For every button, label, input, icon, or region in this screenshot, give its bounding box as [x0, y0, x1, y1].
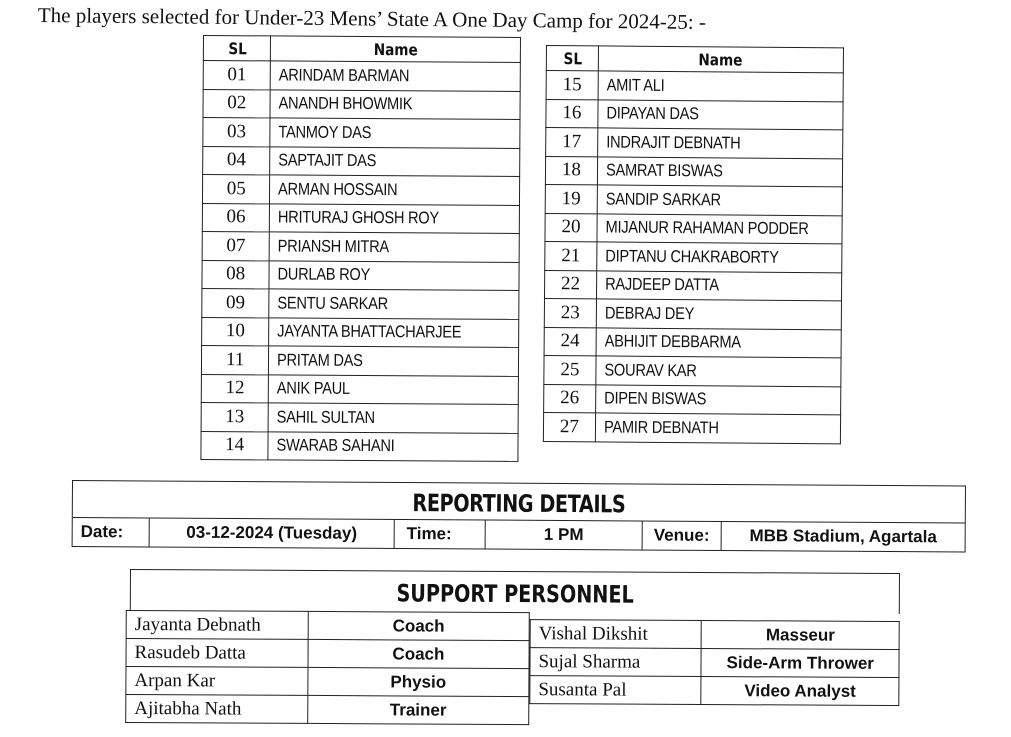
- player-name: ABHIJIT DEBBARMA: [604, 331, 741, 352]
- player-sl: 08: [202, 260, 270, 289]
- player-sl: 13: [201, 402, 269, 431]
- player-name-cell: [271, 61, 521, 91]
- player-name-cell: [595, 384, 840, 414]
- player-name: DURLAB ROY: [277, 264, 371, 285]
- table-header-row: [203, 36, 520, 63]
- table-row: [545, 213, 842, 244]
- player-sl: 25: [544, 355, 596, 384]
- table-row: [544, 384, 841, 415]
- player-name-cell: [596, 270, 841, 300]
- table-row: [201, 345, 518, 375]
- player-sl: 02: [203, 89, 271, 118]
- personnel-name: Vishal Dikshit: [530, 620, 702, 649]
- player-name: SOURAV KAR: [604, 360, 697, 380]
- player-sl: 16: [546, 99, 598, 128]
- page-title: The players selected for Under-23 Mens’ State A One Day Camp for 2024-25: -: [37, 3, 707, 34]
- player-name: AMIT ALI: [606, 75, 665, 95]
- player-name-cell: [596, 299, 841, 329]
- player-sl: 09: [202, 288, 270, 317]
- personnel-role: Side-Arm Thrower: [701, 648, 899, 677]
- player-sl: 17: [546, 128, 598, 157]
- table-row: [530, 676, 899, 706]
- table-row: [545, 270, 842, 301]
- player-name-cell: [270, 175, 520, 205]
- player-name: INDRAJIT DEBNATH: [606, 132, 741, 153]
- player-name-cell: [597, 185, 842, 215]
- table-row: [201, 374, 518, 404]
- player-name: ARMAN HOSSAIN: [278, 179, 398, 199]
- player-sl: 04: [203, 146, 271, 175]
- personnel-name: Ajitabha Nath: [126, 694, 308, 723]
- personnel-role: Physio: [308, 667, 529, 696]
- support-table-left: [125, 610, 530, 725]
- table-row: [201, 431, 518, 461]
- player-name-cell: [597, 242, 842, 272]
- date-label: Date:: [73, 518, 150, 546]
- personnel-name: Sujal Sharma: [530, 648, 702, 677]
- table-row: [203, 118, 520, 148]
- player-sl: 18: [545, 156, 597, 185]
- venue-value: MBB Stadium, Agartala: [749, 526, 937, 547]
- player-sl: 11: [201, 345, 269, 374]
- player-name: JAYANTA BHATTACHARJEE: [277, 321, 462, 342]
- player-name-cell: [597, 156, 842, 186]
- support-personnel-box: [130, 569, 900, 720]
- personnel-role: Coach: [308, 611, 529, 640]
- player-name-cell: [269, 260, 519, 290]
- player-name-cell: [270, 89, 520, 119]
- player-name: RAJDEEP DATTA: [604, 274, 719, 295]
- player-name: HRITURAJ GHOSH ROY: [278, 207, 440, 228]
- player-name: ANANDH BHOWMIK: [278, 93, 413, 114]
- player-sl: 24: [544, 327, 596, 356]
- player-name: SENTU SARKAR: [277, 293, 389, 313]
- table-row: [202, 203, 519, 233]
- personnel-name: Arpan Kar: [126, 666, 308, 695]
- player-name: DIPAYAN DAS: [606, 103, 699, 124]
- player-sl: 01: [203, 61, 271, 90]
- player-name: SWARAB SAHANI: [276, 435, 395, 456]
- player-sl: 10: [202, 317, 270, 346]
- table-row: [202, 288, 519, 318]
- player-name: PRIANSH MITRA: [278, 236, 390, 256]
- player-name: DIPEN BISWAS: [604, 388, 707, 409]
- table-row: [126, 610, 529, 640]
- reporting-heading: REPORTING DETAILS: [73, 481, 965, 523]
- player-name-cell: [268, 431, 518, 461]
- table-row: [201, 402, 518, 432]
- player-sl: 14: [201, 431, 269, 460]
- player-name-cell: [596, 327, 841, 357]
- player-sl: 07: [202, 231, 270, 260]
- player-name-cell: [269, 346, 519, 376]
- personnel-role: Coach: [308, 639, 529, 668]
- table-row: [202, 231, 519, 261]
- table-row: [545, 156, 842, 187]
- table-header-row: [546, 46, 843, 73]
- player-name-cell: [268, 403, 518, 433]
- player-name: SAHIL SULTAN: [276, 407, 376, 427]
- player-name-cell: [269, 317, 519, 347]
- personnel-name: Susanta Pal: [530, 676, 702, 705]
- player-name: ARINDAM BARMAN: [279, 65, 410, 86]
- player-sl: 20: [545, 213, 597, 242]
- player-name-cell: [597, 213, 842, 243]
- player-sl: 26: [544, 384, 596, 413]
- personnel-role: Masseur: [702, 620, 900, 649]
- player-sl: 03: [203, 118, 271, 147]
- player-name: SAMRAT BISWAS: [605, 160, 723, 181]
- table-row: [544, 355, 841, 386]
- player-name: SAPTAJIT DAS: [278, 150, 377, 171]
- support-table-right: [529, 619, 899, 706]
- sl-header: SL: [208, 36, 265, 61]
- table-row: [543, 412, 840, 443]
- name-header: Name: [617, 46, 826, 73]
- player-name: TANMOY DAS: [278, 122, 372, 142]
- table-row: [545, 241, 842, 272]
- player-sl: 12: [201, 374, 269, 403]
- player-sl: 27: [543, 412, 595, 441]
- player-sl: 22: [545, 270, 597, 299]
- venue-label: Venue:: [643, 521, 722, 549]
- table-row: [203, 146, 520, 176]
- table-row: [126, 638, 529, 668]
- player-sl: 15: [546, 71, 598, 100]
- table-row: [126, 666, 529, 696]
- player-name-cell: [595, 413, 840, 443]
- player-name-cell: [270, 118, 520, 148]
- date-value: 03-12-2024 (Tuesday): [150, 518, 395, 547]
- player-sl: 21: [545, 241, 597, 270]
- player-name-cell: [269, 232, 519, 262]
- player-name: ANIK PAUL: [277, 378, 351, 399]
- player-name-cell: [598, 99, 843, 129]
- table-row: [545, 184, 842, 215]
- player-name: SANDIP SARKAR: [605, 189, 721, 210]
- player-name-cell: [270, 203, 520, 233]
- personnel-name: Rasudeb Datta: [126, 638, 308, 667]
- table-row: [202, 317, 519, 347]
- table-row: [126, 694, 529, 724]
- players-table-left: [200, 35, 521, 462]
- player-name: DEBRAJ DEY: [604, 303, 695, 323]
- player-name-cell: [597, 128, 842, 158]
- player-sl: 05: [202, 175, 270, 204]
- player-name-cell: [596, 356, 841, 386]
- player-sl: 23: [544, 298, 596, 327]
- personnel-name: Jayanta Debnath: [126, 610, 308, 639]
- player-name-cell: [269, 289, 519, 319]
- player-name: PAMIR DEBNATH: [603, 417, 719, 438]
- player-name-cell: [598, 71, 843, 101]
- player-name: DIPTANU CHAKRABORTY: [605, 246, 779, 267]
- table-row: [203, 89, 520, 119]
- table-row: [546, 99, 843, 130]
- player-sl: 19: [545, 184, 597, 213]
- sl-header: SL: [550, 46, 594, 71]
- personnel-role: Trainer: [307, 695, 528, 724]
- table-row: [544, 327, 841, 358]
- players-table-right: [543, 45, 844, 444]
- support-heading: SUPPORT PERSONNEL: [130, 569, 900, 614]
- player-sl: 06: [202, 203, 270, 232]
- player-name-cell: [269, 374, 519, 404]
- player-name-cell: [270, 146, 520, 176]
- table-row: [544, 298, 841, 329]
- table-row: [530, 620, 899, 650]
- table-row: [203, 61, 520, 91]
- name-header: Name: [289, 36, 501, 62]
- time-label: Time:: [395, 520, 486, 549]
- table-row: [546, 128, 843, 159]
- personnel-role: Video Analyst: [701, 676, 899, 705]
- reporting-details-box: [72, 480, 966, 552]
- time-value: 1 PM: [486, 521, 643, 550]
- player-name: PRITAM DAS: [277, 350, 364, 370]
- player-name: MIJANUR RAHAMAN PODDER: [605, 217, 809, 239]
- table-row: [202, 175, 519, 205]
- table-row: [546, 71, 843, 102]
- table-row: [202, 260, 519, 290]
- table-row: [530, 648, 899, 678]
